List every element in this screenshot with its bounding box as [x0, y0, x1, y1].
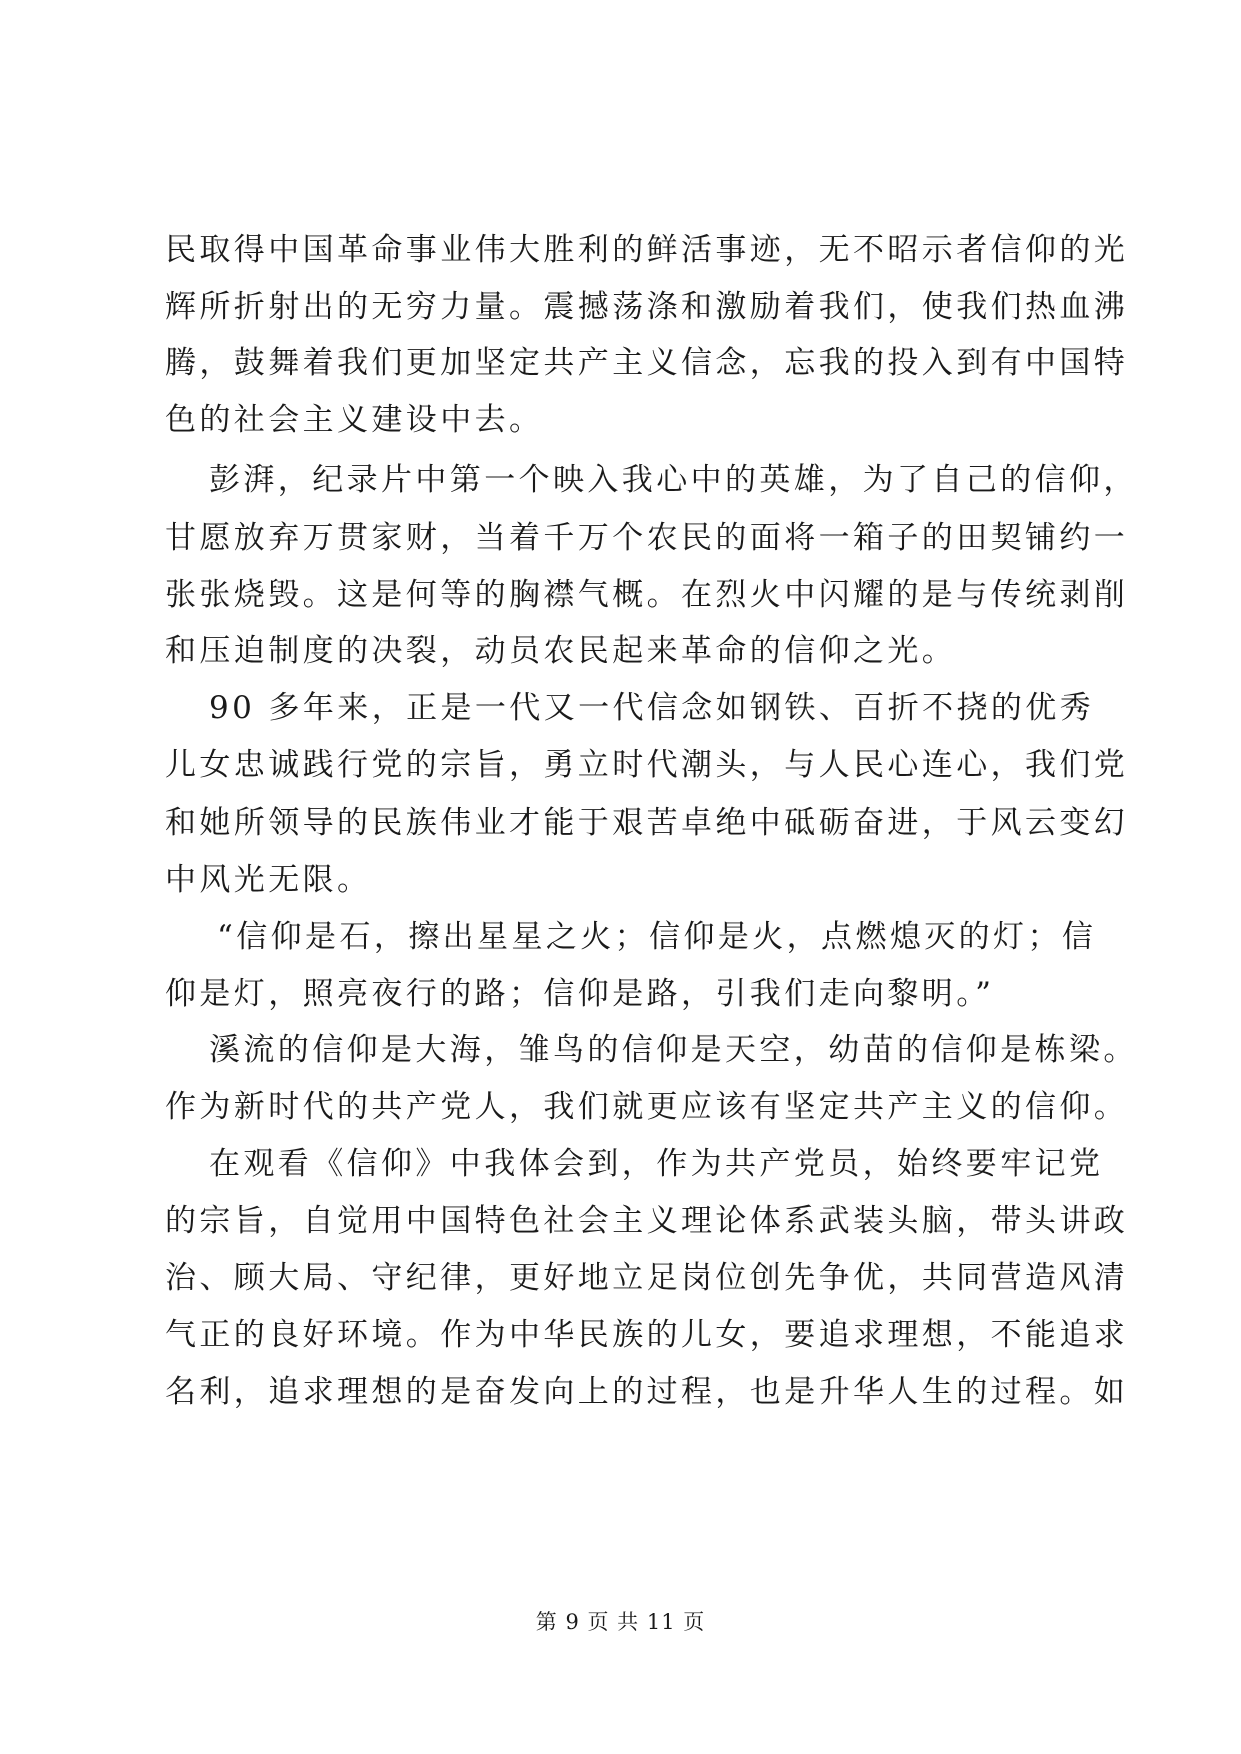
page-number-footer: 第 9 页 共 11 页: [535, 1610, 706, 1634]
text-line: 作为新时代的共产党人，我们就更应该有坚定共产主义的信仰。: [165, 1089, 1129, 1125]
text-line: 儿女忠诚践行党的宗旨，勇立时代潮头，与人民心连心，我们党: [165, 747, 1129, 783]
quote-first-line: “信仰是石，擦出星星之火；信仰是火，点燃熄灭的灯；信: [217, 919, 1097, 955]
text-line: 和压迫制度的决裂，动员农民起来革命的信仰之光。: [165, 633, 957, 669]
text-line: 腾，鼓舞着我们更加坚定共产主义信念，忘我的投入到有中国特: [165, 345, 1129, 381]
text-line: 辉所折射出的无穷力量。震撼荡涤和激励着我们，使我们热血沸: [165, 289, 1129, 325]
text-line: 张张烧毁。这是何等的胸襟气概。在烈火中闪耀的是与传统剥削: [165, 577, 1129, 613]
text-line: 名利，追求理想的是奋发向上的过程，也是升华人生的过程。如: [165, 1374, 1129, 1410]
text-line: 和她所领导的民族伟业才能于艰苦卓绝中砥砺奋进，于风云变幻: [165, 805, 1129, 841]
text-line: 治、顾大局、守纪律，更好地立足岗位创先争优，共同营造风清: [165, 1260, 1129, 1296]
text-line: 仰是灯，照亮夜行的路；信仰是路，引我们走向黎明。”: [165, 976, 995, 1012]
text-line: 甘愿放弃万贯家财，当着千万个农民的面将一箱子的田契铺约一: [165, 520, 1129, 556]
paragraph-first-line: 溪流的信仰是大海，雏鸟的信仰是天空，幼苗的信仰是栋梁。: [209, 1032, 1138, 1068]
text-line: 色的社会主义建设中去。: [165, 402, 544, 438]
paragraph-first-line: 90 多年来，正是一代又一代信念如钢铁、百折不挠的优秀: [209, 690, 1095, 726]
text-line: 中风光无限。: [165, 862, 372, 898]
text-line: 民取得中国革命事业伟大胜利的鲜活事迹，无不昭示者信仰的光: [165, 232, 1129, 268]
paragraph-first-line: 在观看《信仰》中我体会到，作为共产党员，始终要牢记党: [209, 1146, 1104, 1182]
text-line: 的宗旨，自觉用中国特色社会主义理论体系武装头脑，带头讲政: [165, 1203, 1129, 1239]
paragraph-first-line: 彭湃，纪录片中第一个映入我心中的英雄，为了自己的信仰，: [209, 462, 1138, 498]
text-line: 气正的良好环境。作为中华民族的儿女，要追求理想，不能追求: [165, 1317, 1129, 1353]
